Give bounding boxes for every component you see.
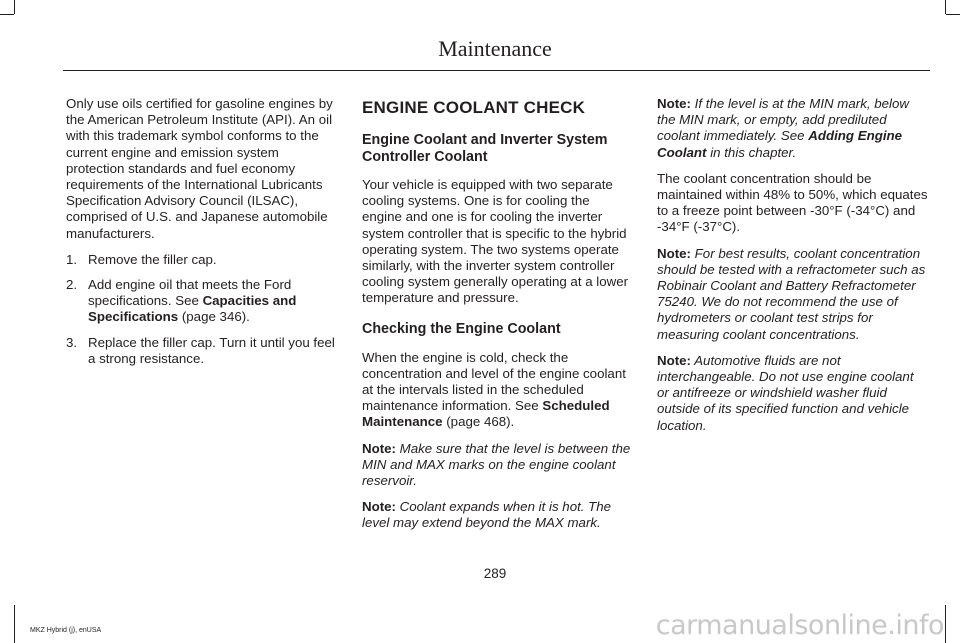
header-divider [63,70,930,71]
step-number: 2. [66,277,78,293]
list-item [66,335,338,367]
concentration-paragraph: The coolant concentration should be maintained within 48% to 50%, which equates to a freeze point between -30°F (-34°C) and -34°F (-37°C). [657,170,928,235]
page-number: 289 [483,566,507,581]
note-min-max [362,441,632,490]
watermark: carmanualsonline.info [655,610,944,641]
scheduled-maintenance-link[interactable]: Scheduled Maintenance [362,398,610,430]
note-label: Note: [657,245,691,261]
footer-label: MKZ Hybrid (j), enUSA [30,627,102,634]
note-text: For best results, coolant concentration should be tested with a refractometer such as Robinair Coolant and Battery Refractometer 75240. We do not recommend the use of hydrometers or coolant test strips for measuring coolant concentrations. [657,245,926,342]
subsection-heading: Engine Coolant and Inverter System Controller Coolant [362,132,608,165]
crop-mark-bottom-left [14,605,15,643]
column-1 [66,96,338,376]
list-item [66,252,338,268]
column-3 [657,96,929,444]
oil-intro-paragraph: Only use oils certified for gasoline engines by the American Petroleum Institute (API). An oil with this trademark symbol conforms to the current engine and emission system protection standards and fuel economy requirements of the International Lubricants Specification Advisory Council (ILSAC), comprised of U.S. and Japanese automobile manufacturers. [66,96,333,241]
oil-steps-list [66,252,338,367]
note-refractometer [657,246,929,343]
note-tail: in this chapter. [706,144,797,160]
note-fluids [657,353,929,434]
note-label: Note: [657,96,691,111]
cooling-systems-paragraph: Your vehicle is equipped with two separate cooling systems. One is for cooling the engine and one is for cooling the inverter system controller that is specific to the hybrid operating system. The two systems operate similarly, with the inverter system controller cooling system generally operating at a lower temperature and pressure. [362,177,629,306]
crop-mark-top-right [945,0,946,14]
note-expands [362,499,632,531]
step-text: Add engine oil that meets the Ford specifications. See [88,277,292,309]
check-coolant-paragraph [362,350,632,431]
step-text: Remove the filler cap. [88,251,217,267]
crop-mark-top-left-h [0,14,14,15]
note-label: Note: [657,352,691,368]
column-2 [362,98,632,542]
step-text: Replace the filler cap. Turn it until you feel a strong resistance. [88,334,335,366]
page-title: Maintenance [438,36,552,61]
checking-coolant-heading: Checking the Engine Coolant [362,320,561,337]
step-number: 3. [66,334,78,350]
note-text: Automotive fluids are not interchangeable. Do not use engine coolant or antifreeze or windshield washer fluid outside of its specified function and vehicle location. [657,352,914,433]
note-label: Note: [362,440,396,456]
note-label: Note: [362,499,396,515]
list-item [66,277,338,326]
note-text: Make sure that the level is between the MIN and MAX marks on the engine coolant reservoir. [362,440,631,489]
paragraph-text: When the engine is cold, check the concentration and level of the engine coolant at the intervals listed in the scheduled maintenance information. See [362,349,626,414]
page-ref: (page 346). [178,309,250,325]
note-text: If the level is at the MIN mark, below the MIN mark, or empty, add prediluted coolant immediately. See [657,96,909,144]
crop-mark-top-left [14,0,15,14]
crop-mark-top-right-h [946,14,960,15]
step-number: 1. [66,251,78,267]
note-text: Coolant expands when it is hot. The level may extend beyond the MAX mark. [362,499,612,531]
page-ref: (page 468). [442,414,515,430]
adding-coolant-link[interactable]: Adding Engine Coolant [657,128,903,160]
capacities-link[interactable]: Capacities and Specifications [88,293,297,325]
note-min-level [657,96,929,161]
crop-mark-bottom-right [945,605,946,643]
section-heading: ENGINE COOLANT CHECK [362,98,586,117]
